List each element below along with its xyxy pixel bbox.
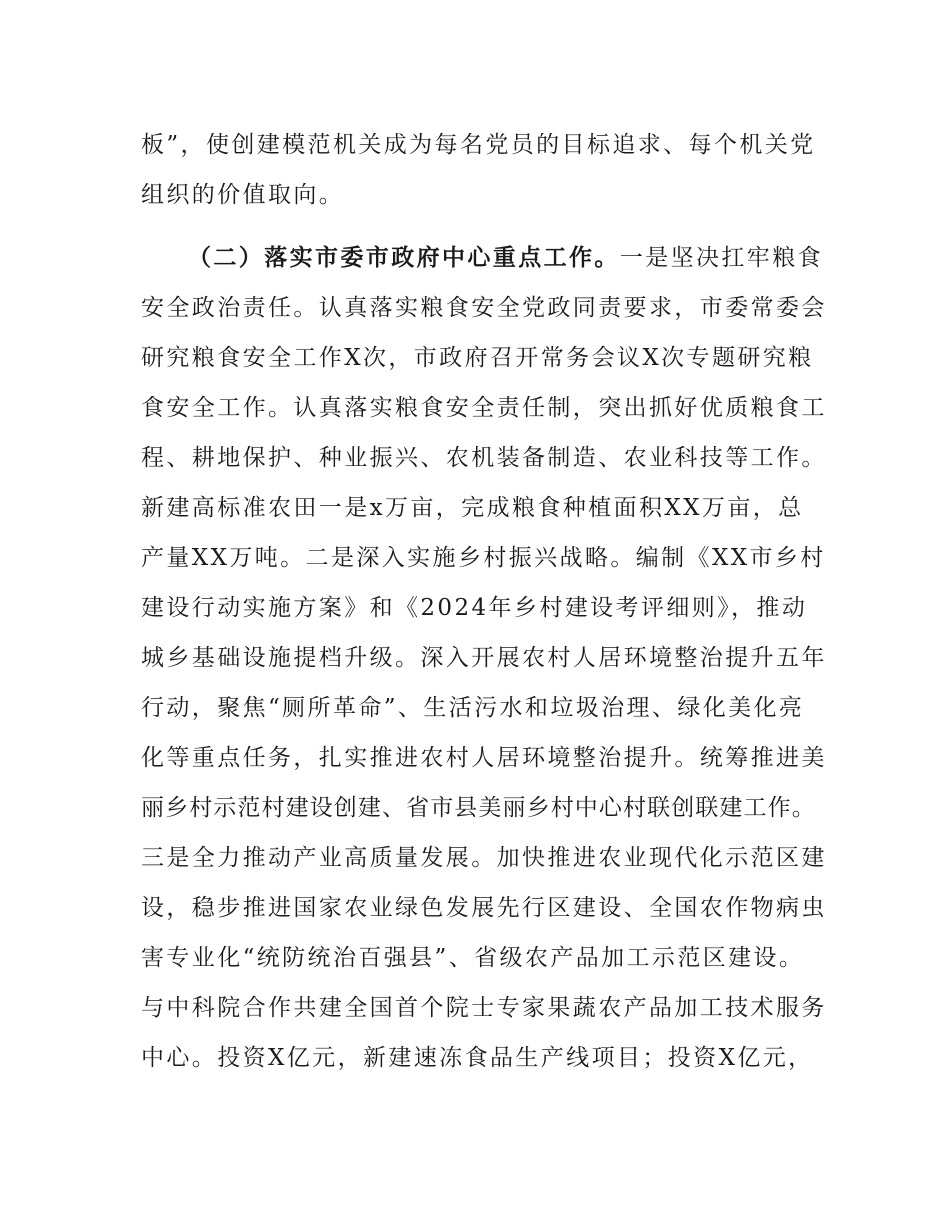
paragraph-line: 组织的价值取向。 <box>141 182 345 208</box>
paragraph-line: 新建高标准农田一是x万亩，完成粮食种植面积XX万亩，总 <box>141 495 804 521</box>
paragraph-line: 行动，聚焦“厕所革命”、生活污水和垃圾治理、绿化美化亮 <box>141 695 805 721</box>
section-heading: （二）落实市委市政府中心重点工作。 <box>188 245 620 271</box>
heading-line-text: 一是坚决扛牢粮食 <box>619 245 824 271</box>
paragraph-line: 与中科院合作共建全国首个院士专家果蔬农产品加工技术服务 <box>141 995 827 1021</box>
paragraph-line: 产量XX万吨。二是深入实施乡村振兴战略。编制《XX市乡村 <box>141 545 826 571</box>
paragraph-line: 程、耕地保护、种业振兴、农机装备制造、农业科技等工作。 <box>141 445 827 471</box>
section-heading-line <box>188 240 888 276</box>
paragraph-line: 安全政治责任。认真落实粮食安全党政同责要求，市委常委会 <box>141 295 827 321</box>
paragraph-line: 中心。投资X亿元，新建速冻食品生产线项目；投资X亿元， <box>141 1045 814 1071</box>
paragraph-line: 板”，使创建模范机关成为每名党员的目标追求、每个机关党 <box>141 132 816 158</box>
paragraph-line: 设，稳步推进国家农业绿色发展先行区建设、全国农作物病虫 <box>141 895 827 921</box>
paragraph-line: 化等重点任务，扎实推进农村人居环境整治提升。统筹推进美 <box>141 745 827 771</box>
paragraph-line: 害专业化“统防统治百强县”、省级农产品加工示范区建设。 <box>141 945 805 971</box>
paragraph-line: 丽乡村示范村建设创建、省市县美丽乡村中心村联创联建工作。 <box>141 795 816 821</box>
paragraph-line: 食安全工作。认真落实粮食安全责任制，突出抓好优质粮食工 <box>141 395 827 421</box>
paragraph-line: 城乡基础设施提档升级。深入开展农村人居环境整治提升五年 <box>141 645 827 671</box>
paragraph-line: 建设行动实施方案》和《2024年乡村建设考评细则》，推动 <box>141 595 808 621</box>
paragraph-line: 三是全力推动产业高质量发展。加快推进农业现代化示范区建 <box>141 845 827 871</box>
paragraph-line: 研究粮食安全工作X次，市政府召开常务会议X次专题研究粮 <box>141 345 814 371</box>
